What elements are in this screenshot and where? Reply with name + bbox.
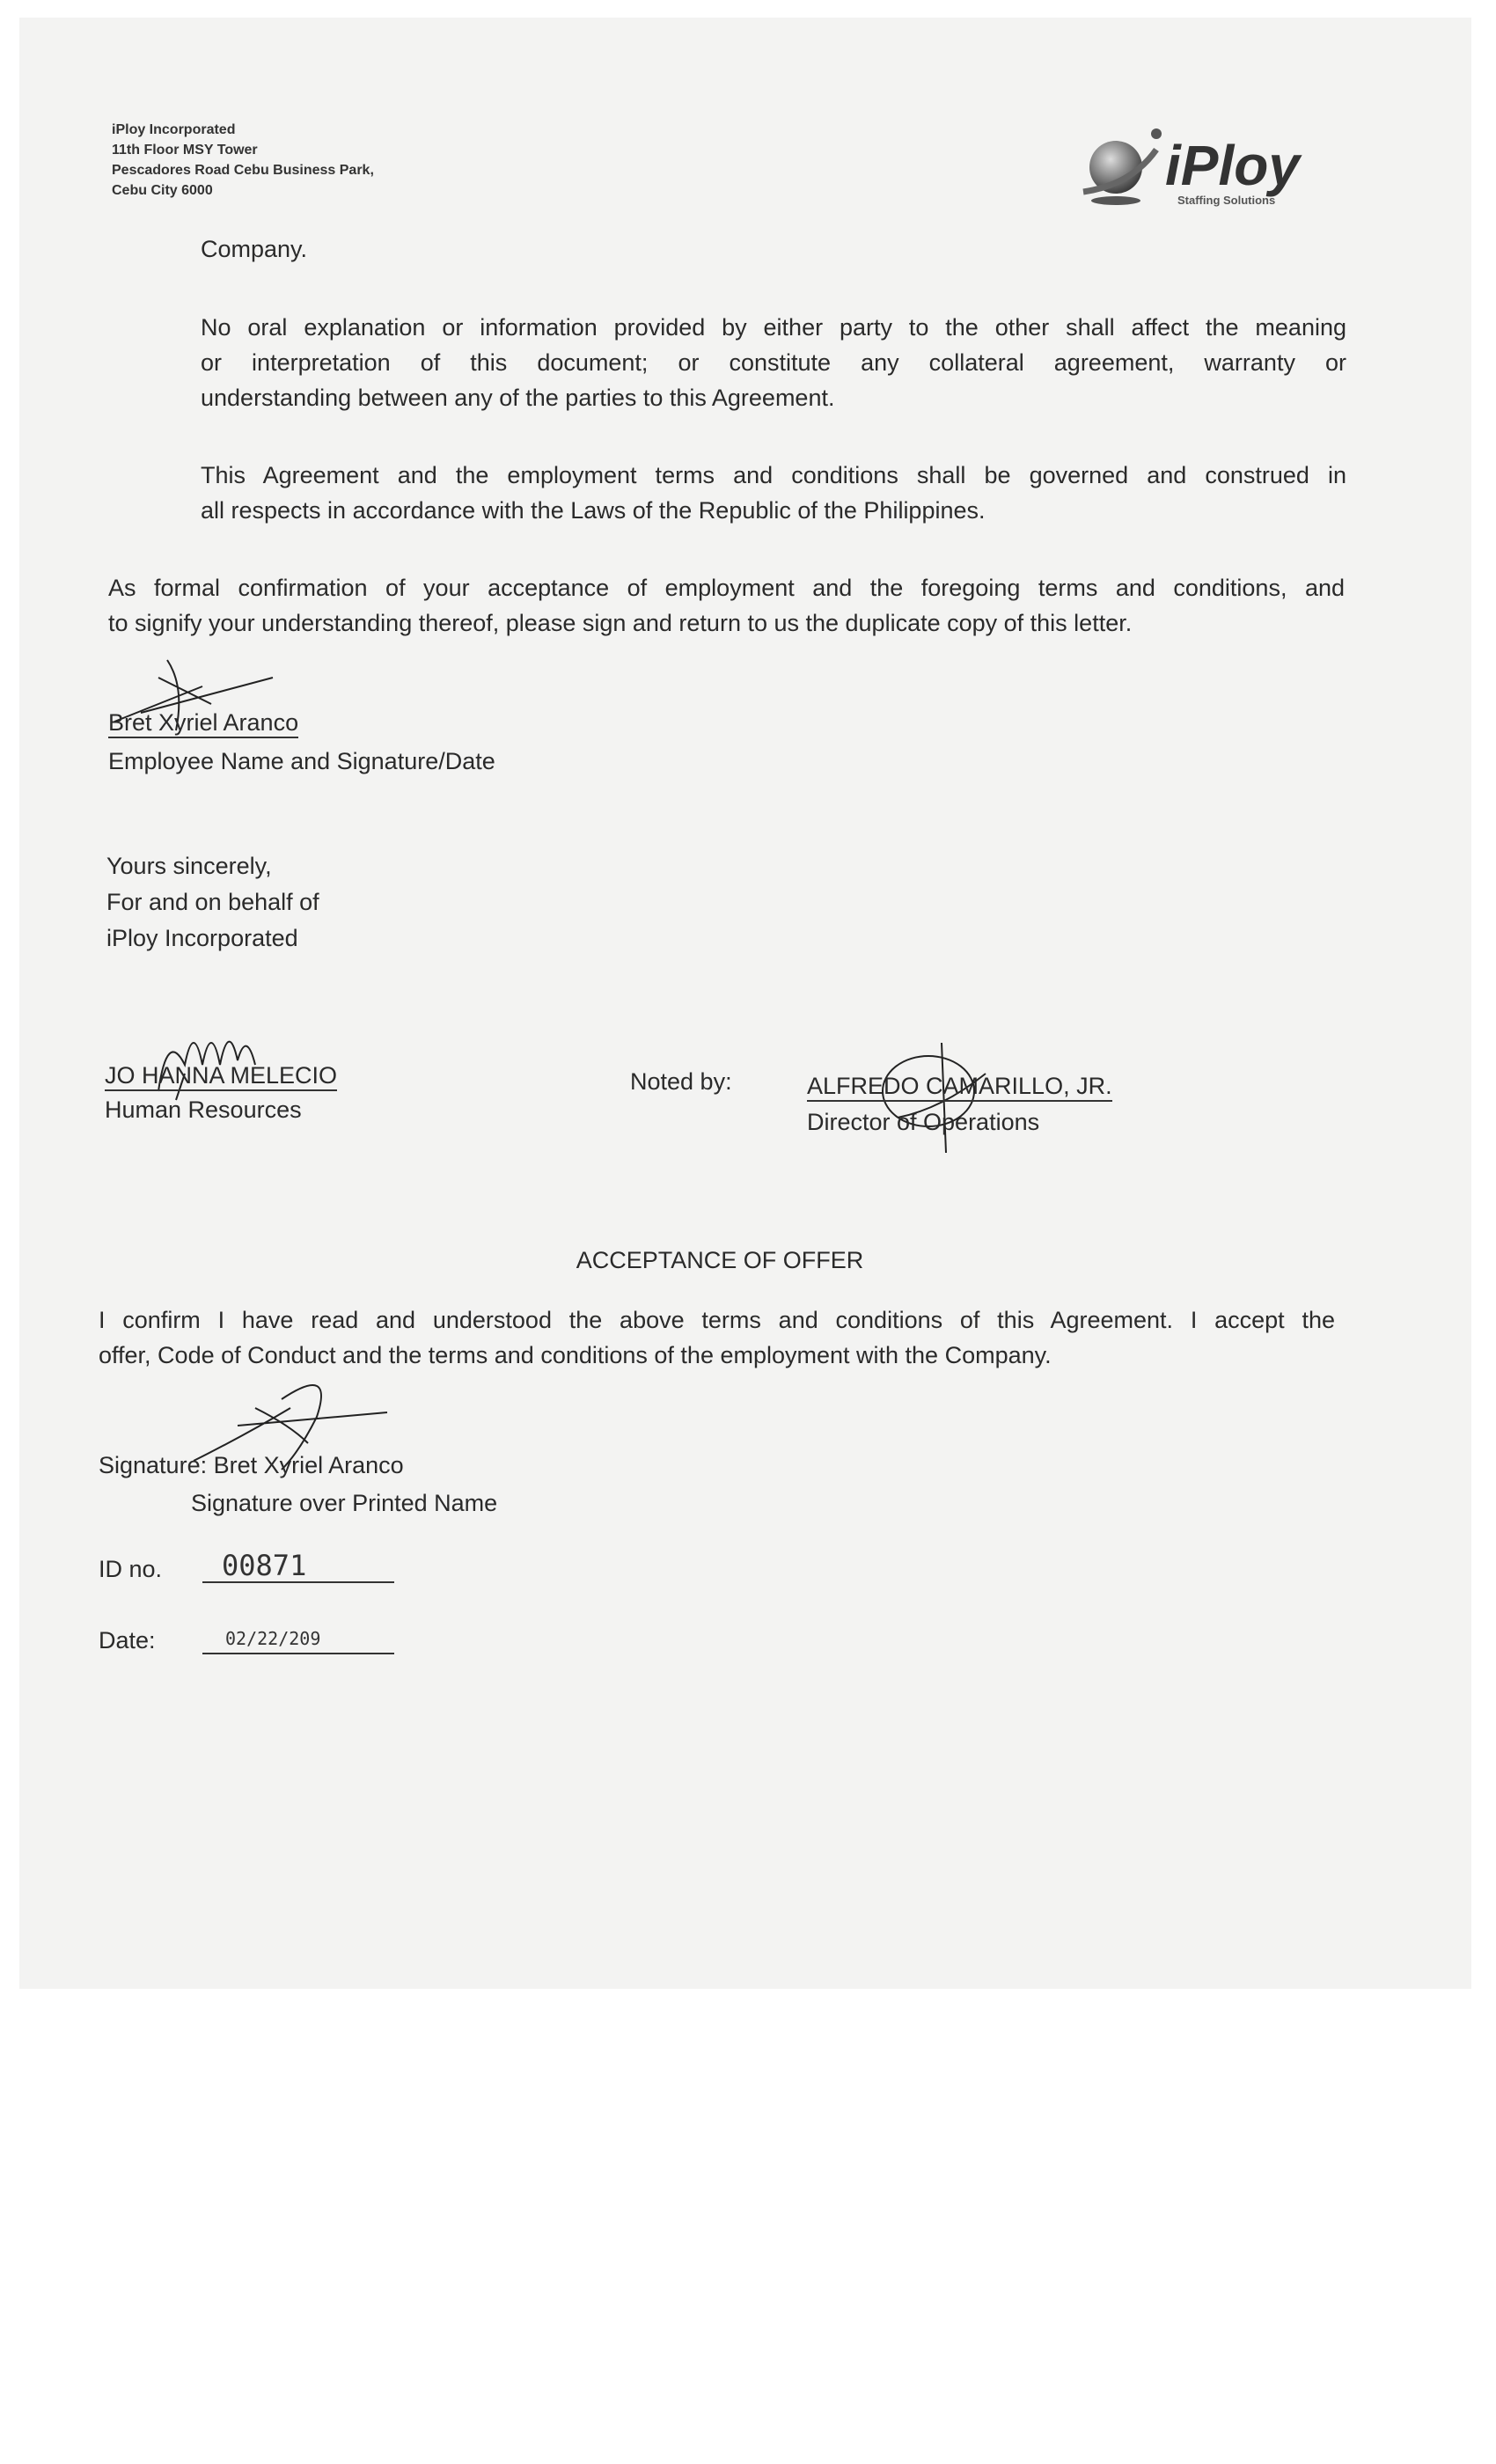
paragraph-oral-explanation — [201, 310, 1346, 415]
paragraph-governing-law — [201, 458, 1346, 528]
address-line: iPloy Incorporated — [112, 122, 236, 137]
paragraph-confirmation — [108, 570, 1345, 641]
signature-caption: Signature over Printed Name — [191, 1490, 498, 1516]
svg-text:Staffing Solutions: Staffing Solutions — [1177, 194, 1276, 207]
closing-line: For and on behalf of — [106, 889, 319, 915]
address-line: Pescadores Road Cebu Business Park, — [112, 163, 374, 178]
globe-icon — [1079, 123, 1316, 211]
acceptance-text — [99, 1302, 1335, 1373]
closing-block — [106, 848, 319, 957]
iploy-logo — [1079, 123, 1316, 211]
text-line: This Agreement and the employment terms and conditions shall be governed and construed in — [201, 462, 1346, 488]
text-line: As formal confirmation of your acceptance of employment and the foregoing terms and conditions, and — [108, 575, 1345, 601]
hr-title: Human Resources — [105, 1096, 302, 1123]
text-line: understanding between any of the parties to this Agreement. — [201, 385, 835, 411]
closing-line: iPloy Incorporated — [106, 925, 298, 951]
date-value: 02/22/209 — [225, 1628, 321, 1649]
text-line: to signify your understanding thereof, please sign and return to us the duplicate copy of this letter. — [108, 610, 1133, 636]
address-line: 11th Floor MSY Tower — [112, 143, 258, 158]
noted-by-label: Noted by: — [630, 1068, 732, 1095]
director-name: ALFREDO CAMARILLO, JR. — [807, 1073, 1112, 1102]
address-line: Cebu City 6000 — [112, 183, 213, 198]
date-field-line — [202, 1653, 394, 1654]
date-label: Date: — [99, 1627, 156, 1654]
id-label: ID no. — [99, 1556, 163, 1582]
id-value: 00871 — [222, 1549, 307, 1582]
text-line: all respects in accordance with the Laws of the Republic of the Philippines. — [201, 497, 986, 524]
employee-name: Bret Xyriel Aranco — [108, 709, 298, 738]
company-address — [112, 120, 374, 201]
signature-label: Signature: Bret Xyriel Aranco — [99, 1452, 404, 1478]
hr-signature — [150, 1012, 290, 1109]
closing-line: Yours sincerely, — [106, 853, 272, 879]
text-line: No oral explanation or information provided by either party to the other shall affect the meaning — [201, 314, 1346, 341]
director-title: Director of Operations — [807, 1109, 1040, 1135]
hr-name: JO HANNA MELECIO — [105, 1062, 337, 1091]
acceptance-heading: ACCEPTANCE OF OFFER — [576, 1247, 864, 1273]
text-line: or interpretation of this document; or constitute any collateral agreement, warranty or — [201, 349, 1346, 376]
employee-caption: Employee Name and Signature/Date — [108, 748, 495, 774]
svg-text:iPloy: iPloy — [1165, 134, 1300, 197]
text-line: I confirm I have read and understood the above terms and conditions of this Agreement. I accept the — [99, 1307, 1335, 1333]
text-line: offer, Code of Conduct and the terms and conditions of the employment with the Company. — [99, 1342, 1052, 1368]
company-line: Company. — [201, 236, 308, 262]
